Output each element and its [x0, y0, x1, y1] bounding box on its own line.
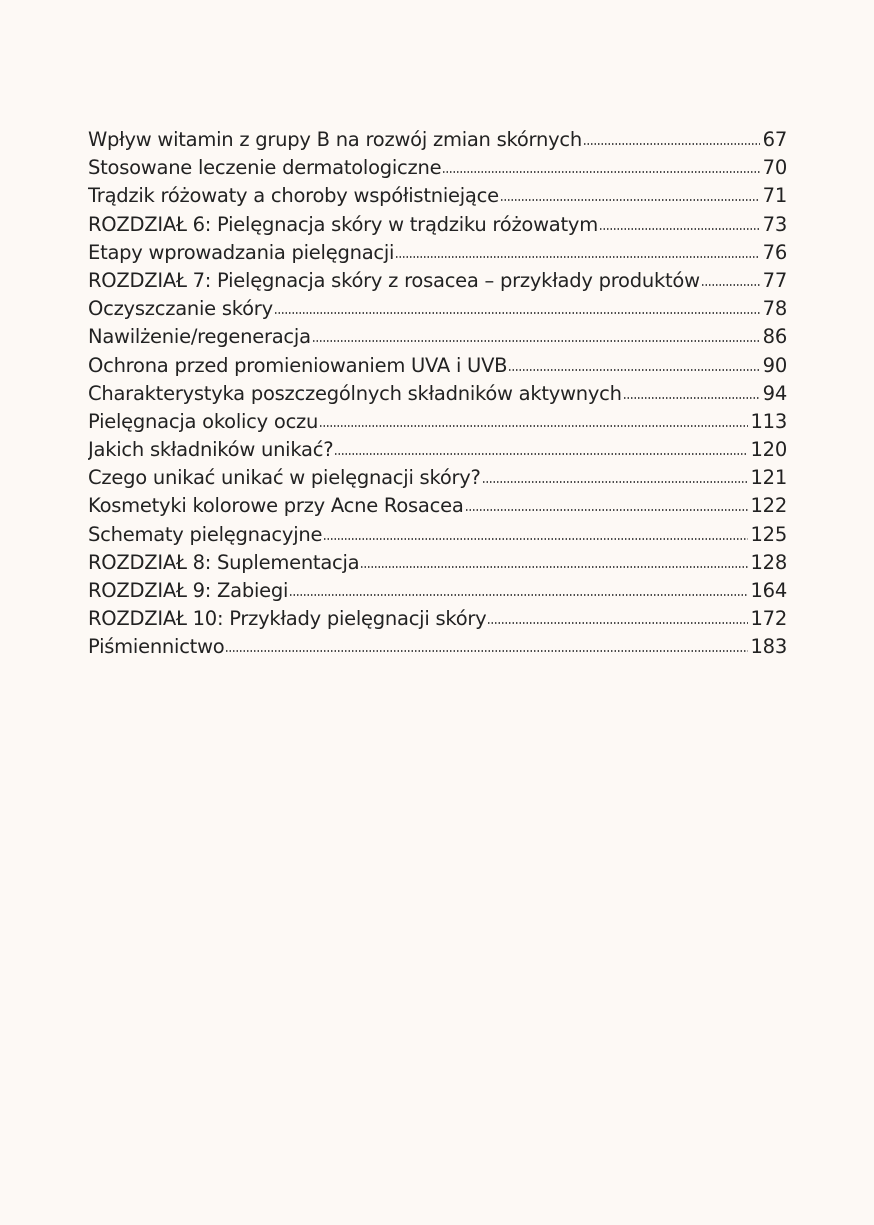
toc-entry[interactable] — [88, 380, 787, 408]
toc-entry-page: 94 — [762, 381, 787, 405]
toc-entry-title: ROZDZIAŁ 7: Pielęgnacja skóry z rosacea – przykłady produktów — [88, 268, 700, 292]
toc-entry-title: Ochrona przed promieniowaniem UVA i UVB — [88, 353, 508, 377]
toc-entry-page: 183 — [750, 635, 787, 659]
toc-entry-title: Charakterystyka poszczególnych składników aktywnych — [88, 381, 622, 405]
toc-entry[interactable] — [88, 436, 787, 464]
toc-entry-page: 113 — [750, 409, 787, 433]
toc-entry-page: 164 — [750, 579, 787, 602]
toc-entry-title: ROZDZIAŁ 9: Zabiegi — [88, 579, 289, 602]
toc-entry-page: 128 — [750, 550, 787, 574]
toc-entry-title: Czego unikać unikać w pielęgnacji skóry? — [88, 466, 481, 490]
toc-entry-title: Kosmetyki kolorowe przy Acne Rosacea — [88, 494, 464, 518]
toc-dot-leader — [623, 397, 760, 399]
toc-entry[interactable] — [88, 182, 787, 210]
toc-entry[interactable] — [88, 267, 787, 295]
toc-entry-title: Schematy pielęgnacyjne — [88, 522, 323, 546]
toc-entry[interactable] — [88, 464, 787, 492]
toc-dot-leader — [442, 171, 759, 173]
toc-entry-page: 120 — [750, 438, 787, 462]
toc-dot-leader — [395, 256, 759, 258]
toc-dot-leader — [319, 425, 747, 427]
toc-entry-page: 71 — [762, 184, 787, 208]
toc-entry[interactable] — [88, 492, 787, 520]
toc-entry[interactable] — [88, 605, 787, 633]
toc-entry[interactable] — [88, 126, 787, 154]
table-of-contents — [88, 126, 787, 662]
toc-dot-leader — [500, 199, 760, 201]
toc-dot-leader — [465, 509, 748, 511]
toc-entry-title: Nawilżenie/regeneracja — [88, 325, 311, 349]
toc-entry[interactable] — [88, 211, 787, 239]
toc-entry[interactable] — [88, 239, 787, 267]
toc-dot-leader — [323, 538, 747, 540]
toc-entry-page: 172 — [750, 607, 787, 631]
toc-entry-page: 122 — [750, 494, 787, 518]
toc-entry-title: Etapy wprowadzania pielęgnacji — [88, 240, 395, 264]
toc-entry-page: 90 — [762, 353, 787, 377]
toc-dot-leader — [482, 481, 748, 483]
toc-dot-leader — [701, 284, 760, 286]
toc-entry-page: 77 — [762, 268, 787, 292]
toc-entry[interactable] — [88, 154, 787, 182]
toc-dot-leader — [225, 650, 747, 652]
toc-entry-page: 125 — [750, 522, 787, 546]
toc-entry-title: ROZDZIAŁ 6: Pielęgnacja skóry w trądziku różowatym — [88, 212, 598, 236]
toc-entry[interactable] — [88, 352, 787, 380]
toc-entry-page: 78 — [762, 297, 787, 321]
toc-entry-page: 67 — [762, 128, 787, 151]
toc-entry[interactable] — [88, 521, 787, 549]
toc-dot-leader — [334, 453, 747, 455]
toc-entry-title: ROZDZIAŁ 10: Przykłady pielęgnacji skóry — [88, 607, 487, 631]
toc-dot-leader — [583, 143, 760, 145]
toc-dot-leader — [487, 622, 747, 624]
toc-dot-leader — [360, 566, 747, 568]
toc-entry-title: ROZDZIAŁ 8: Suplementacja — [88, 550, 360, 574]
toc-entry[interactable] — [88, 295, 787, 323]
toc-entry-title: Trądzik różowaty a choroby współistniejące — [88, 184, 499, 208]
toc-entry-page: 86 — [762, 325, 787, 349]
toc-entry-title: Wpływ witamin z grupy B na rozwój zmian skórnych — [88, 128, 582, 151]
toc-entry-title: Piśmiennictwo — [88, 635, 225, 659]
toc-entry-page: 70 — [762, 156, 787, 180]
toc-entry-page: 76 — [762, 240, 787, 264]
toc-entry-title: Jakich składników unikać? — [88, 438, 334, 462]
toc-entry-title: Pielęgnacja okolicy oczu — [88, 409, 319, 433]
toc-entry[interactable] — [88, 408, 787, 436]
toc-entry[interactable] — [88, 633, 787, 661]
toc-dot-leader — [289, 594, 747, 596]
toc-dot-leader — [312, 340, 760, 342]
toc-entry[interactable] — [88, 323, 787, 351]
toc-entry-page: 73 — [762, 212, 787, 236]
toc-entry-page: 121 — [750, 466, 787, 490]
toc-dot-leader — [599, 228, 760, 230]
toc-entry[interactable] — [88, 577, 787, 605]
toc-entry[interactable] — [88, 549, 787, 577]
toc-dot-leader — [508, 369, 759, 371]
toc-dot-leader — [274, 312, 760, 314]
toc-entry-title: Oczyszczanie skóry — [88, 297, 273, 321]
toc-entry-title: Stosowane leczenie dermatologiczne — [88, 156, 442, 180]
